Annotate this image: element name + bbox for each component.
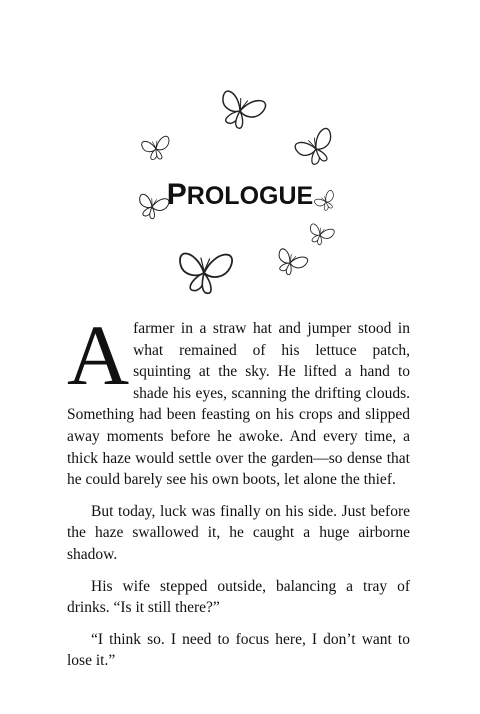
paragraph-3: His wife stepped outside, balancing a tray of drinks. “Is it still there?” xyxy=(67,577,410,617)
chapter-body xyxy=(67,307,410,682)
drop-cap: A xyxy=(67,307,130,403)
butterfly-icon xyxy=(293,127,340,170)
chapter-title-rest: ROLOGUE xyxy=(186,182,314,210)
paragraph-1-text: farmer in a straw hat and jumper stood in what remained of his lettuce patch, squinting at the sky. He lifted a hand to shade his eyes, scanning the drifting clouds. Something had been feasting on his crops and slipped away moments before he awoke. And every time, a thick haze would settle over the garden—so dense that he could barely see his own boots, let alone the thief. xyxy=(67,320,410,489)
paragraph-2: But today, luck was finally on his side. Just before the haze swallowed it, he caught a huge airborne shadow. xyxy=(67,502,410,563)
paragraph-1 xyxy=(67,307,410,491)
paragraph-4: “I think so. I need to focus here, I don’t want to lose it.” xyxy=(67,630,410,670)
butterfly-icon xyxy=(272,247,308,280)
butterfly-icon xyxy=(177,251,232,296)
butterfly-icon xyxy=(306,222,335,248)
butterfly-icon xyxy=(215,88,267,134)
chapter-title xyxy=(0,178,480,212)
butterfly-icon xyxy=(141,136,172,162)
chapter-title-initial: P xyxy=(166,178,187,211)
